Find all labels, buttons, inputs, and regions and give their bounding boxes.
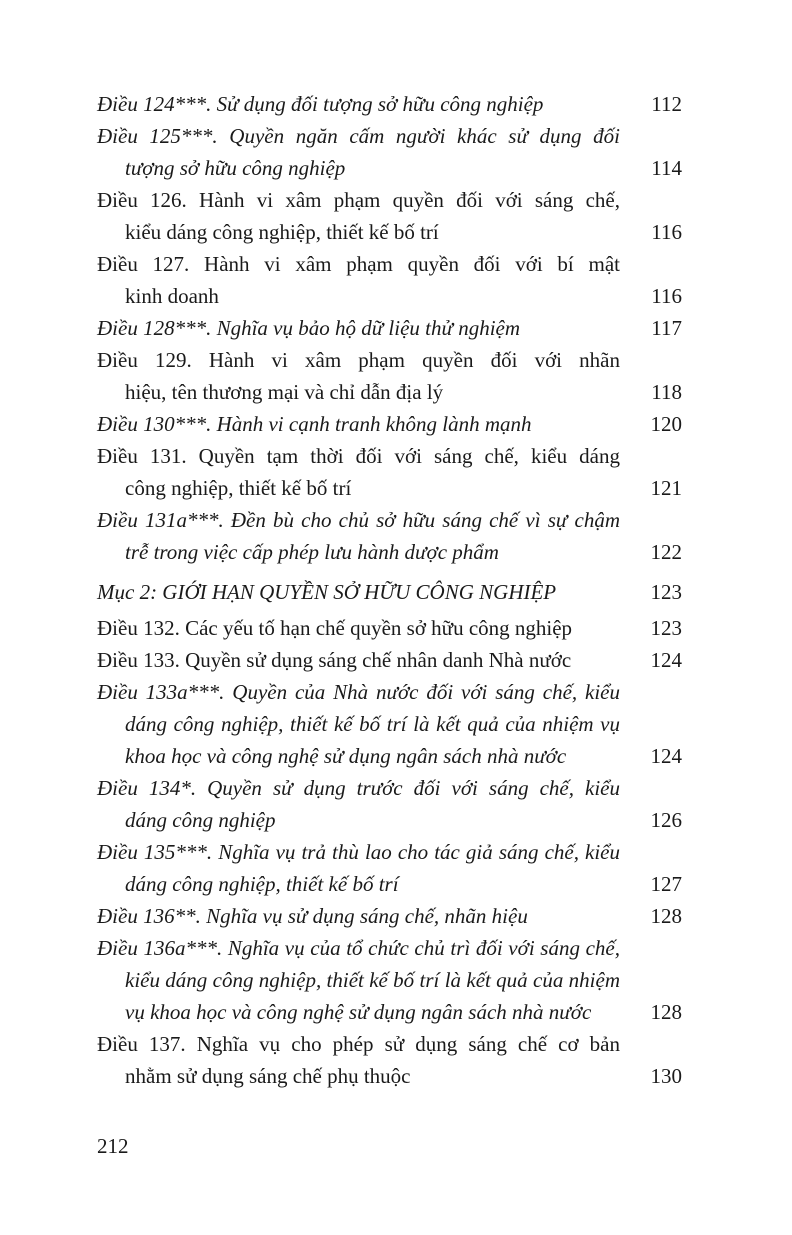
toc-entry-text: kiểu dáng công nghiệp, thiết kế bố trí xyxy=(125,220,439,244)
toc-entry-line xyxy=(125,996,620,1028)
toc-entry-text: Điều 136a***. Nghĩa vụ của tổ chức chủ trì đối với sáng chế, xyxy=(97,936,620,960)
toc-entry-line xyxy=(125,804,620,836)
toc-entry-page-number: 118 xyxy=(651,380,682,404)
toc-entry-text: Điều 134*. Quyền sử dụng trước đối với sáng chế, kiểu xyxy=(97,776,620,800)
toc-entry-line xyxy=(97,312,620,344)
toc-entry-line xyxy=(97,120,620,152)
toc-entry-text: Điều 126. Hành vi xâm phạm quyền đối với sáng chế, xyxy=(97,188,620,212)
toc-entry-text: dáng công nghiệp, thiết kế bố trí xyxy=(125,872,399,896)
toc-entry-line xyxy=(125,472,620,504)
page-number-footer: 212 xyxy=(97,1134,129,1158)
toc-entry-line xyxy=(97,932,620,964)
toc-entry-text: Điều 130***. Hành vi cạnh tranh không lành mạnh xyxy=(97,412,532,436)
toc-entry-text: Điều 128***. Nghĩa vụ bảo hộ dữ liệu thử nghiệm xyxy=(97,316,521,340)
toc-entry-text: Điều 129. Hành vi xâm phạm quyền đối với nhãn xyxy=(97,348,620,372)
toc-entry-text: Điều 125***. Quyền ngăn cấm người khác sử dụng đối xyxy=(97,124,620,148)
toc-entry-text: vụ khoa học và công nghệ sử dụng ngân sách nhà nước xyxy=(125,1000,592,1024)
toc-entry-page-number: 116 xyxy=(651,220,682,244)
toc-entry-page-number: 112 xyxy=(651,92,682,116)
toc-entry-page-number: 117 xyxy=(651,316,682,340)
toc-entry xyxy=(97,836,682,900)
toc-entry-page-number: 124 xyxy=(650,744,682,768)
toc-entry xyxy=(97,88,682,120)
toc-entry-line xyxy=(125,740,620,772)
toc-entry-text: khoa học và công nghệ sử dụng ngân sách nhà nước xyxy=(125,744,567,768)
toc-entry-line xyxy=(97,408,620,440)
toc-entry-text: Điều 127. Hành vi xâm phạm quyền đối với bí mật xyxy=(97,252,620,276)
toc-entry-line xyxy=(97,184,620,216)
toc-entry-line xyxy=(125,868,620,900)
toc-entry-page-number: 122 xyxy=(650,540,682,564)
toc-entry xyxy=(97,644,682,676)
toc-entry-page-number: 127 xyxy=(650,872,682,896)
toc-entry-line xyxy=(125,216,620,248)
toc-entry-text: kinh doanh xyxy=(125,284,219,308)
toc-entry xyxy=(97,900,682,932)
toc-entry-page-number: 128 xyxy=(650,904,682,928)
toc-entry xyxy=(97,440,682,504)
toc-entry-line xyxy=(97,88,620,120)
toc-entry-line xyxy=(125,152,620,184)
toc-entry-page-number: 126 xyxy=(650,808,682,832)
toc-entry-line xyxy=(97,676,620,708)
toc-entry-line xyxy=(97,344,620,376)
toc-entry-text: kiểu dáng công nghiệp, thiết kế bố trí là kết quả của nhiệm xyxy=(125,968,620,992)
toc-entry xyxy=(97,676,682,772)
toc-entry-page-number: 130 xyxy=(650,1064,682,1088)
toc-entry-text: Điều 131a***. Đền bù cho chủ sở hữu sáng chế vì sự chậm xyxy=(97,508,620,532)
toc-entry-page-number: 120 xyxy=(650,412,682,436)
toc-entry xyxy=(97,1028,682,1092)
toc-entry xyxy=(97,120,682,184)
toc-entry-line xyxy=(125,708,620,740)
toc-entry-text: dáng công nghiệp xyxy=(125,808,276,832)
toc-entry-line xyxy=(97,836,620,868)
toc-entry-text: Điều 133. Quyền sử dụng sáng chế nhân danh Nhà nước xyxy=(97,648,572,672)
toc-entry-text: Điều 124***. Sử dụng đối tượng sở hữu công nghiệp xyxy=(97,92,544,116)
toc-entry-line xyxy=(97,900,620,932)
toc-entry xyxy=(97,772,682,836)
toc-entry-line xyxy=(97,576,620,608)
toc-entry-line xyxy=(125,376,620,408)
toc-entry-line xyxy=(97,644,620,676)
toc-entry-line xyxy=(97,504,620,536)
toc-entry-text: trễ trong việc cấp phép lưu hành dược phẩm xyxy=(125,540,499,564)
toc-entry-text: hiệu, tên thương mại và chỉ dẫn địa lý xyxy=(125,380,444,404)
toc-entry xyxy=(97,612,682,644)
toc-section-heading xyxy=(97,576,682,608)
toc-entry xyxy=(97,184,682,248)
toc-entry-page-number: 123 xyxy=(650,580,682,604)
toc-entry xyxy=(97,312,682,344)
toc-entry xyxy=(97,504,682,568)
toc-entry-page-number: 128 xyxy=(650,1000,682,1024)
toc-entry-line xyxy=(97,440,620,472)
toc-entry xyxy=(97,248,682,312)
toc-entry-text: Điều 131. Quyền tạm thời đối với sáng chế, kiểu dáng xyxy=(97,444,620,468)
toc-entry-line xyxy=(97,612,620,644)
toc-entry-line xyxy=(125,1060,620,1092)
toc-entry-line xyxy=(97,772,620,804)
toc-entry-line xyxy=(125,536,620,568)
toc-entry-text: công nghiệp, thiết kế bố trí xyxy=(125,476,352,500)
toc-entry-text: Mục 2: GIỚI HẠN QUYỀN SỞ HỮU CÔNG NGHIỆP xyxy=(97,580,557,604)
toc-entry xyxy=(97,408,682,440)
toc-entry-text: dáng công nghiệp, thiết kế bố trí là kết quả của nhiệm vụ xyxy=(125,712,620,736)
toc-entry-text: Điều 135***. Nghĩa vụ trả thù lao cho tác giả sáng chế, kiểu xyxy=(97,840,620,864)
toc-entry-text: nhằm sử dụng sáng chế phụ thuộc xyxy=(125,1064,411,1088)
toc-entry-line xyxy=(125,964,620,996)
toc-entry-page-number: 123 xyxy=(650,616,682,640)
toc-entry-page-number: 124 xyxy=(650,648,682,672)
toc-entry-text: tượng sở hữu công nghiệp xyxy=(125,156,346,180)
toc-entry-page-number: 114 xyxy=(651,156,682,180)
toc-entry-text: Điều 133a***. Quyền của Nhà nước đối với sáng chế, kiểu xyxy=(97,680,620,704)
toc-entry-text: Điều 137. Nghĩa vụ cho phép sử dụng sáng chế cơ bản xyxy=(97,1032,620,1056)
toc-entry-line xyxy=(125,280,620,312)
toc-entry-line xyxy=(97,248,620,280)
toc-entry-text: Điều 132. Các yếu tố hạn chế quyền sở hữu công nghiệp xyxy=(97,616,573,640)
toc-entry xyxy=(97,344,682,408)
toc-list xyxy=(97,88,682,1092)
toc-entry-page-number: 121 xyxy=(650,476,682,500)
toc-entry-page-number: 116 xyxy=(651,284,682,308)
toc-entry xyxy=(97,932,682,1028)
toc-entry-line xyxy=(97,1028,620,1060)
toc-entry-text: Điều 136**. Nghĩa vụ sử dụng sáng chế, nhãn hiệu xyxy=(97,904,528,928)
